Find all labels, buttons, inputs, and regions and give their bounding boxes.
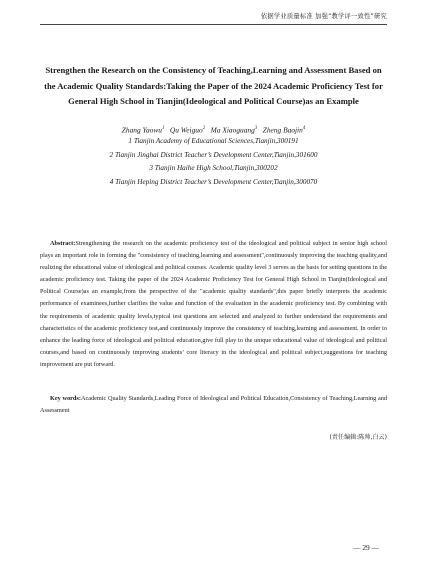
abstract-text: Strengthening the research on the academic proficiency test of the ideological and political subject in senior high school plays an important role in forming the "consistency of teaching,learning and assessment",continuously improving the teaching quality,and realizing the educational value of ideological and political courses. Academic quality level 3 serves as the basis for setting questions in the academic proficiency test. Taking the paper of the 2024 Academic Proficiency Test for General High School in Tianjin(Ideological and Political Course)as an example,from the perspective of the "academic quality standards",this paper briefly interprets the academic performance of examinees,further clarifies the value and function of the evaluation in the academic proficiency test. By combining with the requirements of academic quality levels,typical test questions are selected and analyzed to further understand the requirements and characteristics of the academic proficiency test,and continuously improve the consistency of teaching,learning and assessment. In order to enhance the leading force of ideological and political education,give full play to the unique educational value of ideological and political courses,and based on continuously improving students’ core literacy in the ideological and political subject,suggestions for teaching improvement are put forward. — [40, 240, 387, 368]
abstract — [40, 238, 387, 371]
page-number: — 29 — — [353, 543, 379, 552]
author-affil-mark: 3 — [254, 126, 258, 131]
author-name: Qu Weiguo — [169, 125, 203, 135]
affiliation: 1 Tianjin Academy of Educational Sciences,Tianjin,300191 — [128, 137, 299, 145]
author-name: Zhang Yaowu — [121, 125, 162, 135]
author-affil-mark: 2 — [202, 126, 206, 131]
affiliation: 2 Tianjin Jinghai District Teacher’s Development Center,Tianjin,301600 — [109, 150, 318, 159]
editor-note: (责任编辑:陈帅,白云) — [329, 434, 387, 441]
affiliation: 4 Tianjin Heping District Teacher’s Development Center,Tianjin,300070 — [109, 177, 318, 186]
paper-title: Strengthen the Research on the Consistency of Teaching,Learning and Assessment Based on the Academic Quality Standards:Taking the Paper of the 2024 Academic Proficiency Test for General High School in Tianjin(Ideological and Political Course)as an Example — [44, 65, 383, 107]
keywords-text: Academic Quality Standards,Leading Force of Ideological and Political Education,Consistency of Teaching,Learning and Assessment — [40, 395, 387, 415]
author-line — [40, 123, 387, 135]
keywords — [40, 393, 387, 417]
abstract-label: Abstract: — [50, 240, 76, 247]
keywords-label: Key words: — [50, 395, 81, 402]
affiliation-list — [40, 135, 387, 189]
header-rule — [40, 24, 387, 25]
author-affil-mark: 1 — [161, 126, 165, 131]
author-name: Zheng Baojin — [262, 125, 303, 135]
author-affil-mark: 4 — [302, 126, 306, 131]
author-name: Ma Xiaoguang — [210, 125, 255, 135]
affiliation: 3 Tianjin Haihe High School,Tianjin,300202 — [149, 164, 278, 172]
running-head: 依据学业质量标准 加强“教学评一致性”研究 — [260, 13, 387, 20]
